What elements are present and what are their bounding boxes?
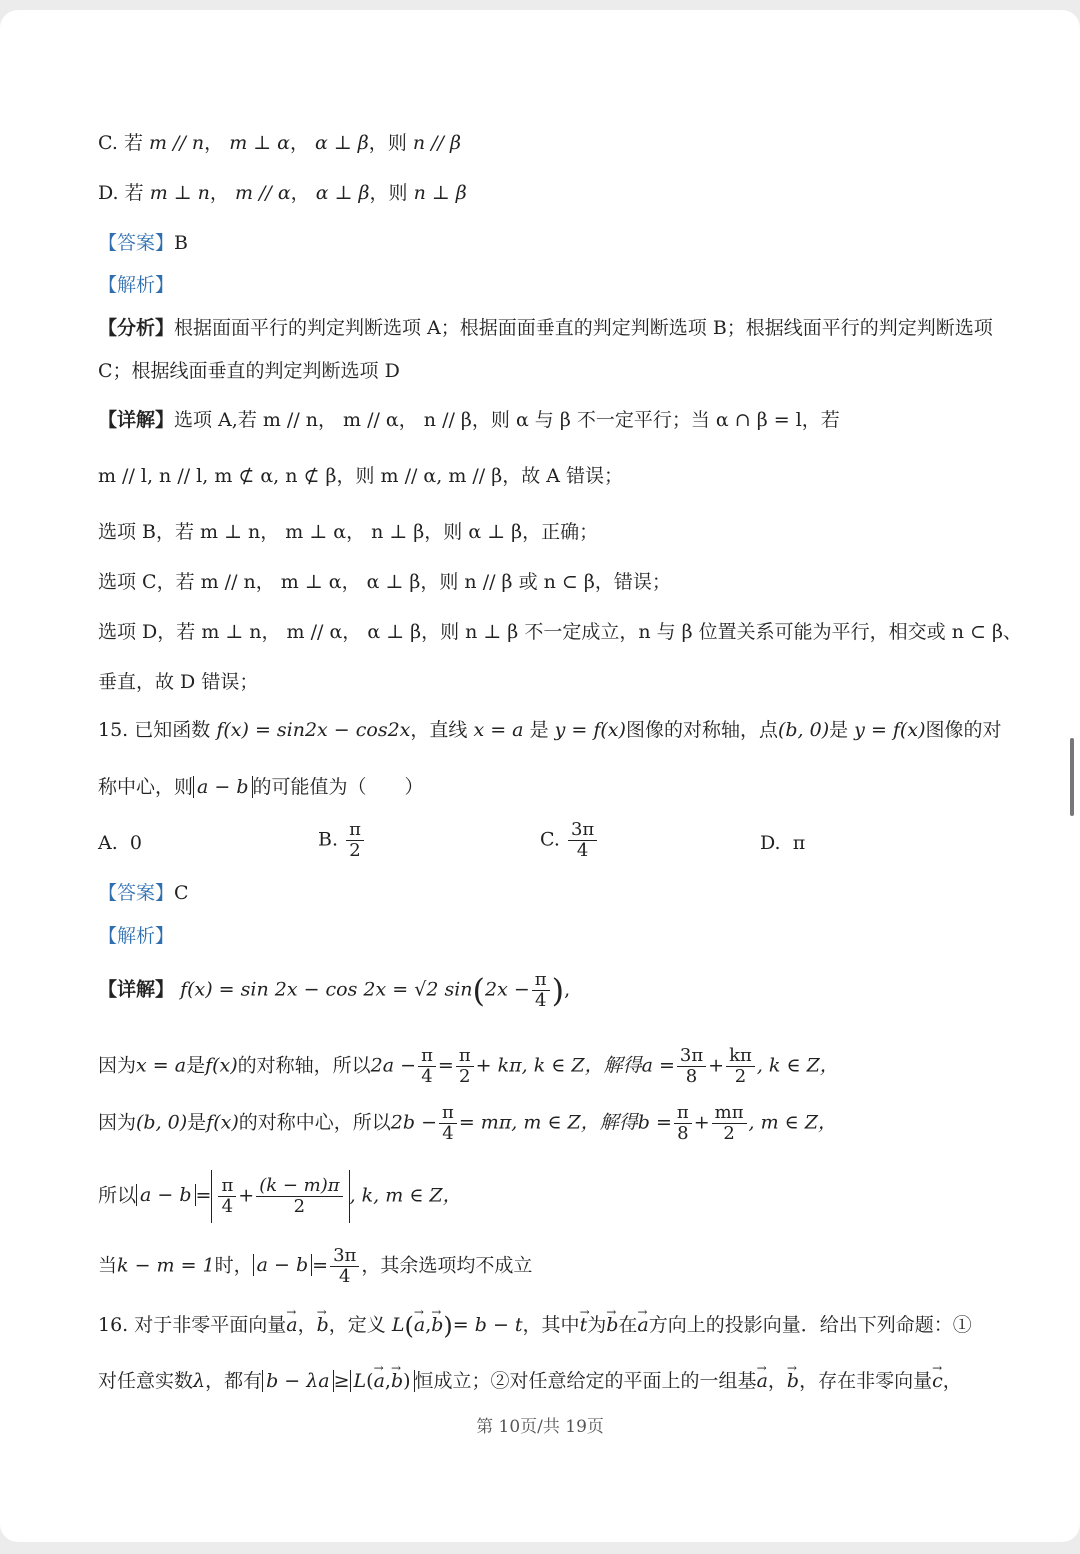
q15-detail-line4: 所以 a − b = $\frac{\pi}{4}$ + $\frac{(k - m)\pi}{2}$ , k, m ∈ Z， — [98, 1170, 462, 1223]
q15-detail-line5: 当k − m = 1时， a − b = $\frac{3\pi}{4}$ ，其余选项均不成立 — [98, 1245, 533, 1287]
q14-detail-line4: 选项 C，若 m // n， m ⊥ α， α ⊥ β，则 n // β 或 n ⊂ β，错误； — [98, 571, 671, 593]
option-d: D. 若 m ⊥ n， m // α， α ⊥ β，则 n ⊥ β — [98, 182, 467, 204]
q15-detail-line1: 【详解】 f(x) = sin 2x − cos 2x = √2 sin(2x − $\frac{\pi}{4}$ ), — [98, 969, 571, 1011]
q14-detail-line5: 选项 D，若 m ⊥ n， m // α， α ⊥ β，则 n ⊥ β 不一定成立，n 与 β 位置关系可能为平行，相交或 n ⊂ β、 — [98, 621, 1022, 643]
q14-detail-line3: 选项 B，若 m ⊥ n， m ⊥ α， n ⊥ β，则 α ⊥ β，正确； — [98, 521, 599, 543]
q15-choice-a: A. 0 — [98, 832, 142, 854]
q16-stem-line1: 16. 对于非零平面向量→ a，→ b，定义 L(→ a,→ b)= b − t，其中→ t为→ b在→ a方向上的投影向量．给出下列命题：① — [98, 1310, 972, 1341]
q14-detail-line6: 垂直，故 D 错误； — [98, 671, 259, 693]
q15-analysis-tag: 【解析】 — [98, 925, 175, 947]
q15-answer: 【答案】C — [98, 882, 189, 904]
document-page — [0, 10, 1080, 1542]
page-footer: 第 10页/共 19页 — [476, 1417, 604, 1437]
q14-analysis-tag: 【解析】 — [98, 274, 175, 296]
abs-expression: $\frac{\pi}{4}$ + $\frac{(k - m)\pi}{2}$ — [211, 1170, 349, 1223]
q16-stem-line2: 对任意实数λ，都有 b − λa ≥ L(→ a,→ b) 恒成立；②对任意给定的平面上的一组基→ a，→ b，存在非零向量→ c， — [98, 1366, 962, 1396]
q15-stem-line1: 15. 已知函数 f(x) = sin2x − cos2x，直线 x = a 是 y = f(x)图像的对称轴，点(b, 0)是 y = f(x)图像的对 — [98, 719, 1002, 741]
q15-choice-b: B. $\frac{\pi}{2}$ — [318, 820, 366, 861]
q14-detail-line1: 【详解】选项 A,若 m // n， m // α， n // β，则 α 与 β 不一定平行；当 α ∩ β = l，若 — [98, 409, 840, 431]
option-c: C. 若 m // n， m ⊥ α， α ⊥ β，则 n // β — [98, 132, 461, 154]
q14-detail-line2: m // l, n // l, m ⊄ α, n ⊄ β，则 m // α, m // β，故 A 错误； — [98, 465, 624, 487]
q15-detail-line3: 因为(b, 0)是f(x)的对称中心，所以2b − $\frac{\pi}{4}$ = mπ, m ∈ Z，解得b = $\frac{\pi}{8}$ + $\frac{m\pi}{2}$ , m ∈ Z， — [98, 1102, 837, 1144]
q15-choice-d: D. π — [760, 832, 806, 854]
q15-detail-line2: 因为x = a是f(x)的对称轴，所以2a − $\frac{\pi}{4}$ = $\frac{\pi}{2}$ + kπ, k ∈ Z，解得a = $\frac{3\pi}{8}$ + $\frac{k\pi}{2}$ , k ∈ Z， — [98, 1045, 839, 1087]
q15-choice-c: C. $\frac{3\pi}{4}$ — [540, 820, 599, 861]
q14-fenxi-line1: 【分析】根据面面平行的判定判断选项 A；根据面面垂直的判定判断选项 B；根据线面平行的判定判断选项 — [98, 317, 993, 339]
q15-stem-line2: 称中心，则 a − b 的可能值为（ ） — [98, 776, 424, 798]
q14-answer: 【答案】B — [98, 232, 188, 254]
q14-fenxi-line2: C；根据线面垂直的判定判断选项 D — [98, 360, 400, 382]
scrollbar-thumb[interactable] — [1070, 738, 1074, 816]
